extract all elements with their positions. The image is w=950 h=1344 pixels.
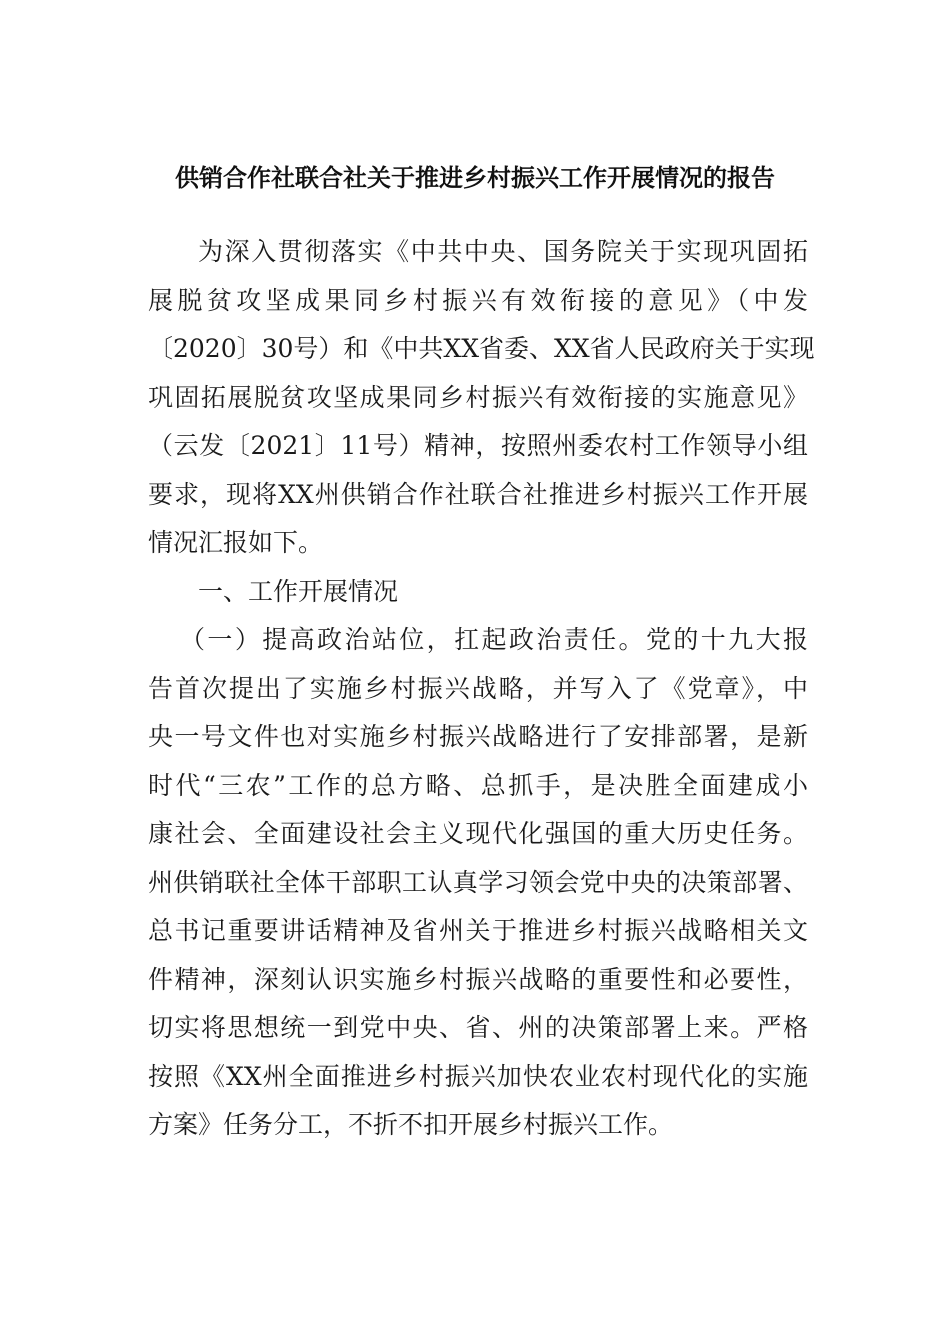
document-title: 供销合作社联合社关于推进乡村振兴工作开展情况的报告 (175, 163, 775, 192)
paragraph-2-line-11: 方案》任务分工，不折不扣开展乡村振兴工作。 (148, 1110, 674, 1139)
paragraph-1-line-5: （云发〔2021〕11号）精神，按照州委农村工作领导小组 (148, 431, 808, 460)
paragraph-2-line-5: 康社会、全面建设社会主义现代化强国的重大历史任务。 (148, 819, 808, 848)
document-body (148, 228, 815, 1150)
paragraph-2-line-1: （一）提高政治站位，扛起政治责任。党的十九大报 (180, 625, 808, 654)
paragraph-1-line-2: 展脱贫攻坚成果同乡村振兴有效衔接的意见》（中发 (148, 285, 808, 315)
paragraph-2-line-2: 告首次提出了实施乡村振兴战略，并写入了《党章》，中 (148, 673, 808, 703)
paragraph-2-line-4: 时代“三农”工作的总方略、总抓手，是决胜全面建成小 (148, 770, 808, 800)
paragraph-2-line-8: 件精神，深刻认识实施乡村振兴战略的重要性和必要性， (148, 964, 808, 994)
paragraph-1-line-4: 巩固拓展脱贫攻坚成果同乡村振兴有效衔接的实施意见》 (148, 382, 808, 412)
paragraph-2-line-9: 切实将思想统一到党中央、省、州的决策部署上来。严格 (148, 1013, 808, 1042)
paragraph-2-line-6: 州供销联社全体干部职工认真学习领会党中央的决策部署、 (148, 867, 808, 897)
paragraph-1-line-6: 要求，现将XX州供销合作社联合社推进乡村振兴工作开展 (148, 479, 808, 509)
paragraph-1-line-7: 情况汇报如下。 (148, 528, 324, 557)
paragraph-2-line-10: 按照《XX州全面推进乡村振兴加快农业农村现代化的实施 (148, 1061, 808, 1091)
paragraph-2-line-3: 央一号文件也对实施乡村振兴战略进行了安排部署，是新 (148, 722, 808, 751)
paragraph-2-line-7: 总书记重要讲话精神及省州关于推进乡村振兴战略相关文 (148, 916, 808, 945)
paragraph-1-line-3: 〔2020〕30号）和《中共XX省委、XX省人民政府关于实现 (148, 334, 815, 363)
paragraph-1-line-1: 为深入贯彻落实《中共中央、国务院关于实现巩固拓 (198, 237, 808, 266)
section-1-heading: 一、工作开展情况 (198, 576, 399, 606)
